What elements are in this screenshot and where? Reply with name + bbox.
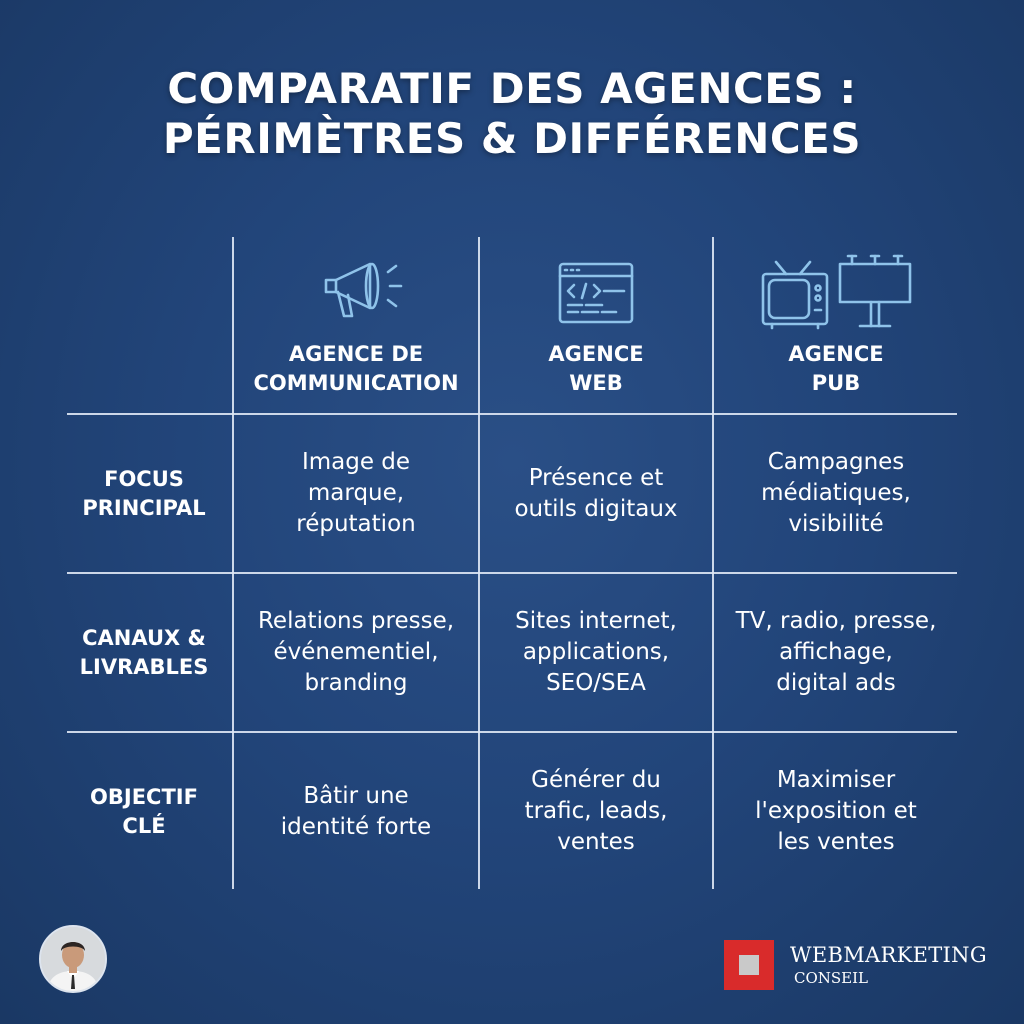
table-cell: Générer du trafic, leads, ventes [524,767,668,855]
brand-name: WEBMARKETING [790,943,987,967]
column-header-pub: AGENCE PUB [788,342,884,395]
code-window-icon [558,262,634,326]
brand-logo-icon [724,940,774,990]
megaphone-icon [318,258,408,322]
row-header-focus: FOCUS PRINCIPAL [82,466,206,520]
table-cell: TV, radio, presse, affichage, digital ads [735,608,937,696]
tv-billboard-icon [760,252,914,330]
table-cell: Image de marque, réputation [296,449,416,537]
table-cell: Sites internet, applications, SEO/SEA [515,608,677,696]
author-avatar [39,925,107,993]
title-line-2: PÉRIMÈTRES & DIFFÉRENCES [162,114,862,163]
person-icon [41,927,105,991]
column-header-web: AGENCE WEB [548,342,644,395]
table-cell: Présence et outils digitaux [514,464,678,522]
table-cell: Campagnes médiatiques, visibilité [761,449,911,537]
table-cell: Bâtir une identité forte [280,782,432,840]
brand-subtitle: CONSEIL [794,969,869,987]
column-header-communication: AGENCE DE COMMUNICATION [253,342,459,395]
title-line-1: COMPARATIF DES AGENCES : [167,64,857,113]
table-cell: Relations presse, événementiel, branding [257,608,455,696]
table-cell: Maximiser l'exposition et les ventes [755,767,917,855]
row-header-objective: OBJECTIF CLÉ [90,784,198,838]
page-title [0,64,1024,164]
row-header-channels: CANAUX & LIVRABLES [79,625,209,679]
